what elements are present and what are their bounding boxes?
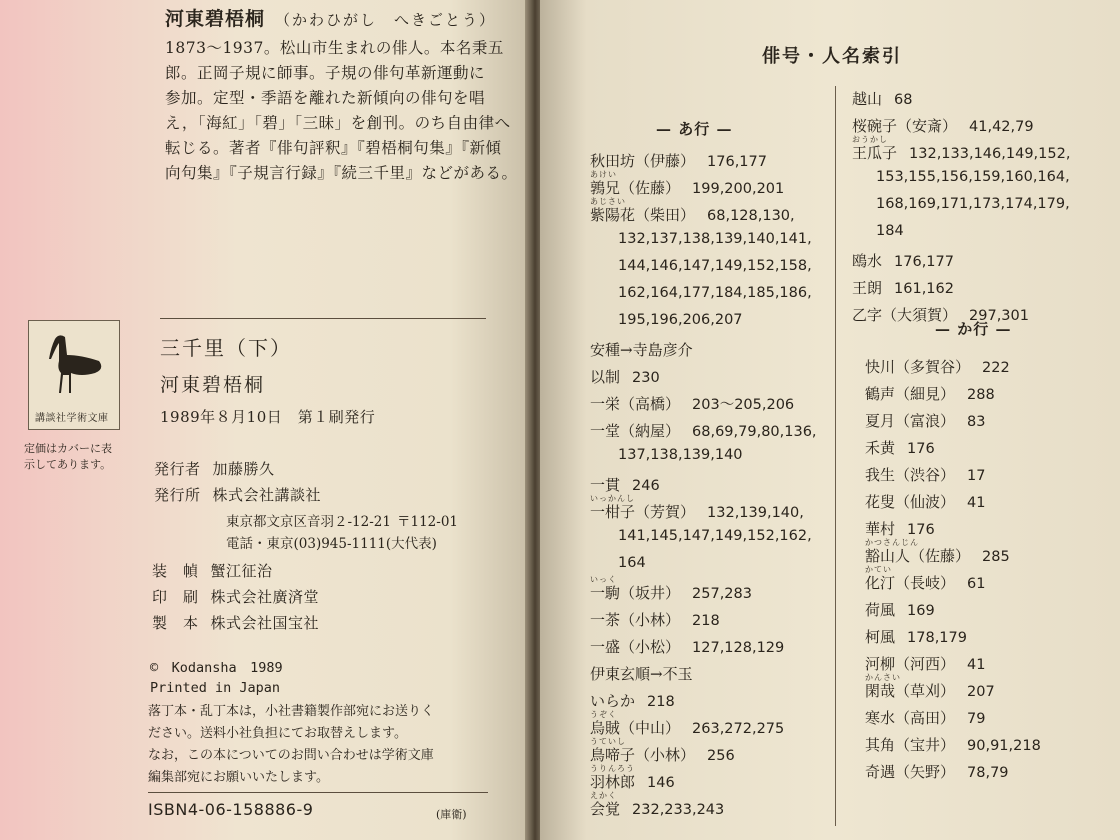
index-entry (590, 393, 794, 414)
entry-pages: 257,283 (692, 586, 752, 602)
index-entry (590, 690, 675, 711)
index-entry (590, 197, 795, 225)
postal-code: 〒112-01 (396, 514, 458, 530)
index-entry (590, 420, 817, 441)
entry-pages: 176,177 (894, 254, 954, 270)
index-entry (590, 150, 767, 171)
entry-name: 紫陽花（柴田） (590, 206, 696, 224)
bookbinding-value: 株式会社国宝社 (210, 614, 320, 632)
entry-name: 桜碗子（安斎） (852, 117, 958, 135)
section-header-a: — あ行 — (656, 120, 733, 138)
logo-label: 講談社学術文庫 (35, 413, 109, 424)
entry-name: 伊東玄順→不玉 (590, 665, 693, 683)
index-entry (865, 653, 985, 674)
colophon-bottom-rule (148, 792, 488, 793)
entry-name: 我生（渋谷） (865, 466, 956, 484)
index-entry (590, 737, 735, 765)
address: 東京都文京区音羽２-12-21 (226, 514, 391, 530)
printing-row (152, 586, 319, 607)
entry-pages: 144,146,147,149,152,158, (618, 258, 812, 274)
note-line: 落丁本・乱丁本は，小社書籍製作部宛にお送りく (148, 704, 435, 719)
publisher-value: 加藤勝久 (212, 460, 275, 478)
index-entry (865, 626, 967, 647)
ruby-reading: あじさい (590, 197, 626, 206)
address-row (226, 510, 458, 530)
left-page (0, 0, 530, 840)
entry-name: 鴎水 (852, 252, 883, 270)
entry-pages: 297,301 (969, 308, 1029, 324)
entry-pages: 68,69,79,80,136, (692, 424, 817, 440)
printed-in: Printed in Japan (150, 680, 281, 696)
ruby-reading: いっく (590, 575, 617, 584)
entry-name: 華村 (865, 520, 896, 538)
entry-pages: 68,128,130, (707, 208, 795, 224)
index-entry (852, 115, 1034, 136)
bio-line: 参加。定型・季語を離れた新傾向の俳句を唱 (165, 89, 486, 107)
ruby-reading: かんさい (865, 673, 901, 682)
index-entry (590, 339, 693, 360)
index-entry (590, 710, 785, 738)
entry-pages: 263,272,275 (692, 721, 785, 737)
entry-pages: 256 (707, 748, 735, 764)
entry-name: 一茶（小林） (590, 611, 681, 629)
index-entry (590, 494, 804, 522)
entry-pages: 162,164,177,184,185,186, (618, 285, 812, 301)
index-entry (876, 196, 1070, 212)
index-entry (865, 565, 986, 593)
bookbinding-label: 製 本 (152, 614, 199, 632)
entry-pages: 41 (967, 495, 986, 511)
publishing-house-label: 発行所 (154, 486, 201, 504)
ruby-reading: いっかんし (590, 494, 635, 503)
entry-pages: 41,42,79 (969, 119, 1034, 135)
index-entry (865, 599, 935, 620)
entry-name: 鶴声（細見） (865, 385, 956, 403)
entry-pages: 230 (632, 370, 660, 386)
entry-name: 秋田坊（伊藤） (590, 152, 696, 170)
entry-name: 寒水（高田） (865, 709, 956, 727)
bio-line: 郎。正岡子規に師事。子規の俳句革新運動に (165, 64, 486, 82)
entry-pages: 178,179 (907, 630, 967, 646)
entry-pages: 90,91,218 (967, 738, 1041, 754)
bio-name: 河東碧梧桐 (165, 8, 266, 30)
edition-date: 1989年８月10日 第１刷発行 (160, 408, 376, 426)
entry-name: 鶉兄（佐藤） (590, 179, 681, 197)
bio-line: 転じる。著者『俳句評釈』『碧梧桐句集』『新傾 (165, 139, 502, 157)
ruby-reading: うぞく (590, 710, 617, 719)
index-entry (865, 356, 1010, 377)
binding-design-label: 装 幀 (152, 562, 199, 580)
publisher-label: 発行者 (154, 460, 201, 478)
entry-name: 一堂（納屋） (590, 422, 681, 440)
entry-name: 越山 (852, 90, 883, 108)
index-entry (618, 447, 743, 463)
index-title: 俳号・人名索引 (762, 46, 902, 67)
entry-name: 王朗 (852, 279, 883, 297)
entry-pages: 176 (907, 441, 935, 457)
bookbinding-row (152, 612, 319, 633)
index-entry (865, 707, 985, 728)
index-entry (590, 791, 725, 819)
column-divider (835, 86, 836, 826)
index-entry (618, 312, 743, 328)
index-entry (618, 258, 812, 274)
price-note: 定価はカバーに表 (24, 442, 112, 455)
index-entry (876, 169, 1070, 185)
bio-line: え，「海紅」「碧」「三昧」を創刊。のち自由律へ (165, 114, 511, 132)
ruby-reading: かてい (865, 565, 892, 574)
publisher-row (154, 458, 275, 479)
ruby-reading: あけい (590, 170, 617, 179)
entry-name: 一盛（小松） (590, 638, 681, 656)
entry-pages: 195,196,206,207 (618, 312, 743, 328)
printing-value: 株式会社廣済堂 (210, 588, 320, 606)
entry-name: 一駒（坂井） (590, 584, 681, 602)
entry-pages: 41 (967, 657, 986, 673)
entry-pages: 285 (982, 549, 1010, 565)
entry-pages: 203〜205,206 (692, 397, 795, 413)
book-title: 三千里（下） (160, 336, 292, 360)
entry-pages: 176,177 (707, 154, 767, 170)
index-entry (865, 383, 995, 404)
entry-pages: 168,169,171,173,174,179, (876, 196, 1070, 212)
entry-pages: 127,128,129 (692, 640, 785, 656)
entry-pages: 232,233,243 (632, 802, 725, 818)
note-line: ださい。送料小社負担にてお取替えします。 (148, 726, 407, 741)
index-entry (590, 663, 693, 684)
index-entry (852, 88, 912, 109)
index-entry (590, 575, 752, 603)
index-entry (618, 555, 646, 571)
entry-name: 柯風 (865, 628, 896, 646)
index-entry (590, 170, 785, 198)
index-entry (618, 231, 812, 247)
entry-name: 一栄（高橋） (590, 395, 681, 413)
entry-name: 一貫 (590, 476, 621, 494)
index-entry (852, 135, 1071, 163)
index-entry (865, 761, 1009, 782)
bio-reading: （かわひがし へきごとう） (275, 11, 497, 29)
phone: 電話・東京(03)945-1111(大代表) (226, 536, 437, 552)
entry-name: 禾黄 (865, 439, 896, 457)
index-entry (865, 491, 985, 512)
index-entry (590, 366, 660, 387)
entry-name: いらか (590, 692, 636, 710)
entry-pages: 137,138,139,140 (618, 447, 743, 463)
entry-name: 羽林郎 (590, 773, 636, 791)
index-entry (865, 538, 1010, 566)
entry-name: 河柳（河西） (865, 655, 956, 673)
isbn: ISBN4-06-158886-9 (148, 800, 314, 819)
binding-design-row (152, 560, 273, 581)
ruby-reading: かつさんじん (865, 538, 919, 547)
entry-pages: 68 (894, 92, 913, 108)
entry-name: 一柑子（芳賀） (590, 503, 696, 521)
entry-name: 豁山人（佐藤） (865, 547, 971, 565)
entry-pages: 207 (967, 684, 995, 700)
index-entry (865, 734, 1041, 755)
entry-pages: 176 (907, 522, 935, 538)
ibis-bird-icon (29, 325, 119, 405)
right-page (540, 0, 1120, 840)
colophon-top-rule (160, 318, 486, 319)
index-entry (618, 528, 812, 544)
entry-pages: 222 (982, 360, 1010, 376)
note-line: なお，この本についてのお問い合わせは学術文庫 (148, 748, 434, 763)
copyright: © Kodansha 1989 (150, 660, 283, 676)
entry-name: 以制 (590, 368, 621, 386)
index-entry (590, 474, 660, 495)
classification-code: (庫衛) (436, 808, 467, 821)
index-entry (852, 277, 954, 298)
entry-pages: 83 (967, 414, 986, 430)
entry-pages: 161,162 (894, 281, 954, 297)
price-note: 示してあります。 (24, 458, 112, 471)
ruby-reading: うていし (590, 737, 626, 746)
entry-pages: 141,145,147,149,152,162, (618, 528, 812, 544)
note-line: 編集部宛にお願いいたします。 (148, 770, 329, 785)
entry-name: 快川（多賀谷） (865, 358, 971, 376)
entry-name: 其角（宝井） (865, 736, 956, 754)
index-entry (590, 764, 675, 792)
publishing-house-value: 株式会社講談社 (212, 486, 322, 504)
entry-name: 夏月（富浪） (865, 412, 956, 430)
entry-pages: 132,139,140, (707, 505, 804, 521)
publishing-house-row (154, 484, 321, 505)
entry-name: 花叟（仙波） (865, 493, 956, 511)
index-entry (852, 250, 954, 271)
entry-name: 鳥啼子（小林） (590, 746, 696, 764)
publisher-logo (28, 320, 120, 430)
entry-name: 奇遇（矢野） (865, 763, 956, 781)
entry-pages: 17 (967, 468, 986, 484)
index-entry (590, 609, 720, 630)
entry-pages: 79 (967, 711, 986, 727)
entry-name: 閑哉（草刈） (865, 682, 956, 700)
entry-pages: 288 (967, 387, 995, 403)
printing-label: 印 刷 (152, 588, 199, 606)
entry-pages: 246 (632, 478, 660, 494)
entry-pages: 132,133,146,149,152, (909, 146, 1071, 162)
book-author: 河東碧梧桐 (160, 374, 266, 396)
entry-name: 烏賊（中山） (590, 719, 681, 737)
entry-pages: 184 (876, 223, 904, 239)
entry-pages: 218 (647, 694, 675, 710)
index-entry (590, 636, 784, 657)
entry-pages: 169 (907, 603, 935, 619)
index-entry (865, 410, 985, 431)
entry-name: 王瓜子 (852, 144, 898, 162)
entry-pages: 218 (692, 613, 720, 629)
ruby-reading: えかく (590, 791, 617, 800)
index-entry (865, 518, 935, 539)
bio-heading (165, 4, 496, 31)
entry-name: 荷風 (865, 601, 896, 619)
entry-name: 安種→寺島彦介 (590, 341, 693, 359)
index-entry (865, 673, 995, 701)
entry-pages: 61 (967, 576, 986, 592)
index-entry (865, 437, 935, 458)
entry-name: 化汀（長岐） (865, 574, 956, 592)
index-entry (876, 223, 904, 239)
entry-pages: 199,200,201 (692, 181, 785, 197)
section-header-ka: — か行 — (935, 320, 1012, 338)
index-entry (618, 285, 812, 301)
binding-design-value: 蟹江征治 (210, 562, 273, 580)
entry-pages: 146 (647, 775, 675, 791)
entry-name: 会覚 (590, 800, 621, 818)
bio-line: 向句集』『子規言行録』『続三千里』などがある。 (165, 164, 518, 182)
ruby-reading: おうかし (852, 135, 888, 144)
bio-line: 1873〜1937。松山市生まれの俳人。本名秉五 (165, 39, 504, 57)
entry-pages: 164 (618, 555, 646, 571)
entry-pages: 153,155,156,159,160,164, (876, 169, 1070, 185)
entry-pages: 78,79 (967, 765, 1009, 781)
ruby-reading: うりんろう (590, 764, 635, 773)
entry-name: 乙字（大須賀） (852, 306, 958, 324)
entry-pages: 132,137,138,139,140,141, (618, 231, 812, 247)
index-entry (865, 464, 985, 485)
